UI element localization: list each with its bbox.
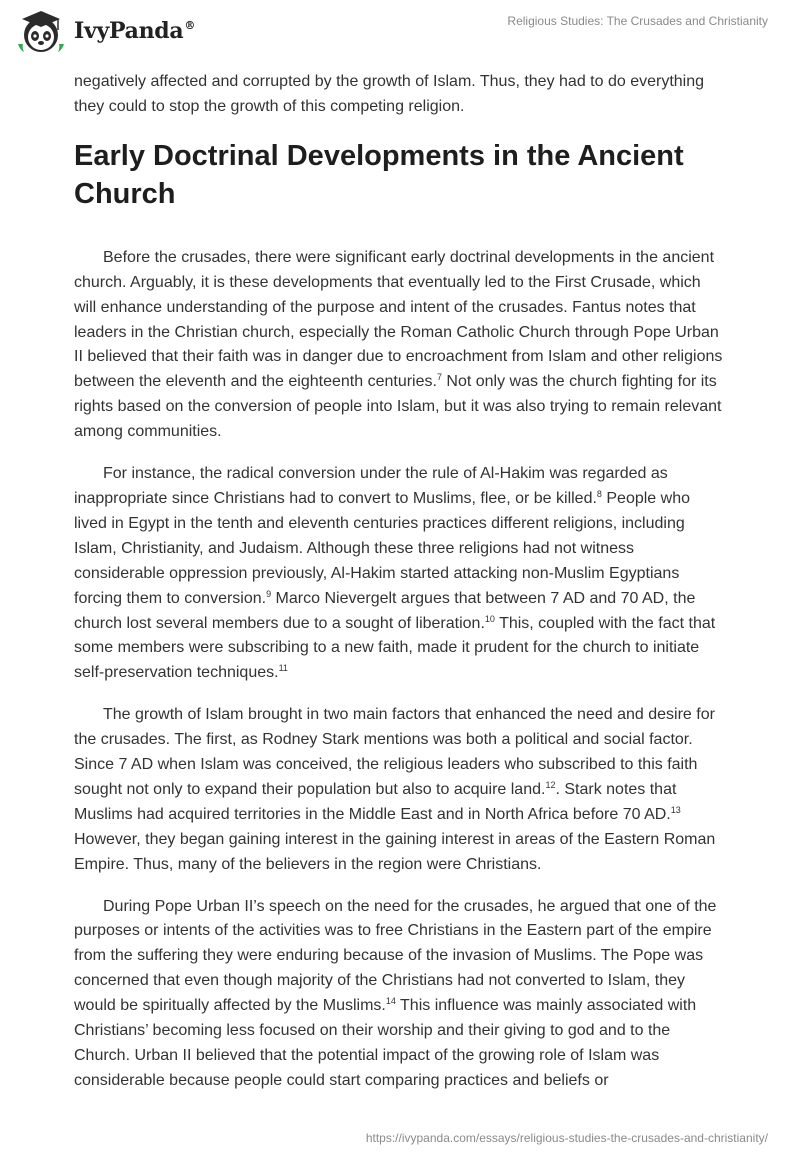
page-header	[0, 0, 800, 70]
footer-url[interactable]: https://ivypanda.com/essays/religious-studies-the-crusades-and-christianity/	[365, 1131, 768, 1145]
paragraph-1: Before the crusades, there were significant early doctrinal developments in the ancient church. Arguably, it is these developments that eventually led to the First Crusade, which will enhance understanding of the purpose and intent of the crusades. Fantus notes that leaders in the Christian church, especially the Roman Catholic Church through Pope Urban II believed that their faith was in danger due to encroachment from Islam and other religions between the eleventh and the eighteenth centuries.$^7$ Not only was the church fighting for its rights based on the conversion of people into Islam, but it was also trying to remain relevant among communities.	[74, 248, 723, 441]
footnote-ref[interactable]: 14	[385, 996, 396, 1007]
essay-content	[74, 70, 726, 1111]
paragraph-3: The growth of Islam brought in two main factors that enhanced the need and desire for the crusades. The first, as Rodney Stark mentions was both a political and social factor. Since 7 AD when Islam was conceived, the religious leaders who subscribed to this faith sought not only to expand their population but also to acquire land.$^{12}$. Stark notes that Muslims had acquired territories in the Middle East and in North Africa before 70 AD.$^{13}$ However, they began gaining interest in the gaining interest in areas of the Eastern Roman Empire. Thus, many of the believers in the region were Christians.	[74, 706, 716, 873]
brand-name: IvyPanda®	[74, 18, 196, 44]
footnote-ref[interactable]: 9	[266, 588, 272, 599]
footnote-ref[interactable]: 11	[278, 663, 288, 674]
running-title: Religious Studies: The Crusades and Christianity	[507, 14, 768, 28]
footnote-ref[interactable]: 8	[596, 488, 602, 499]
footnote-ref[interactable]: 7	[436, 372, 442, 383]
footnote-ref[interactable]: 13	[670, 804, 681, 815]
ivypanda-logo[interactable]	[14, 8, 195, 54]
panda-graduate-icon	[14, 8, 68, 54]
footnote-ref[interactable]: 12	[545, 779, 556, 790]
paragraph-4: During Pope Urban II’s speech on the need for the crusades, he argued that one of the purposes or intents of the activities was to free Christians in the Eastern part of the empire from the suffering they were enduring because of the invasion of Muslims. The Pope was concerned that even though majority of the Christians had not converted to Islam, they would be spiritually affected by the Muslims.$^{14}$ This influence was mainly associated with Christians’ becoming less focused on their worship and their giving to god and to the Church. Urban II believed that the potential impact of the growing role of Islam was considerable because people could start comparing practices and beliefs or	[74, 897, 717, 1089]
paragraph-2: For instance, the radical conversion under the rule of Al-Hakim was regarded as inappropriate since Christians had to convert to Muslims, flee, or be killed.$^8$ People who lived in Egypt in the tenth and eleventh centuries practices different religions, including Islam, Christianity, and Judaism. Although these three religions had not witness considerable oppression previously, Al-Hakim started attacking non-Muslim Egyptians forcing them to conversion.$^9$ Marco Nievergelt argues that between 7 AD and 70 AD, the church lost several members due to a sought of liberation.$^{10}$ This, coupled with the fact that some members were subscribing to a new faith, made it prudent for the church to initiate self-preservation techniques.$^{11}$	[74, 465, 716, 682]
section-heading: Early Doctrinal Developments in the Ancient Church	[74, 139, 684, 210]
intro-paragraph: negatively affected and corrupted by the growth of Islam. Thus, they had to do everything they could to stop the growth of this competing religion.	[74, 73, 705, 115]
footnote-ref[interactable]: 10	[484, 613, 495, 624]
